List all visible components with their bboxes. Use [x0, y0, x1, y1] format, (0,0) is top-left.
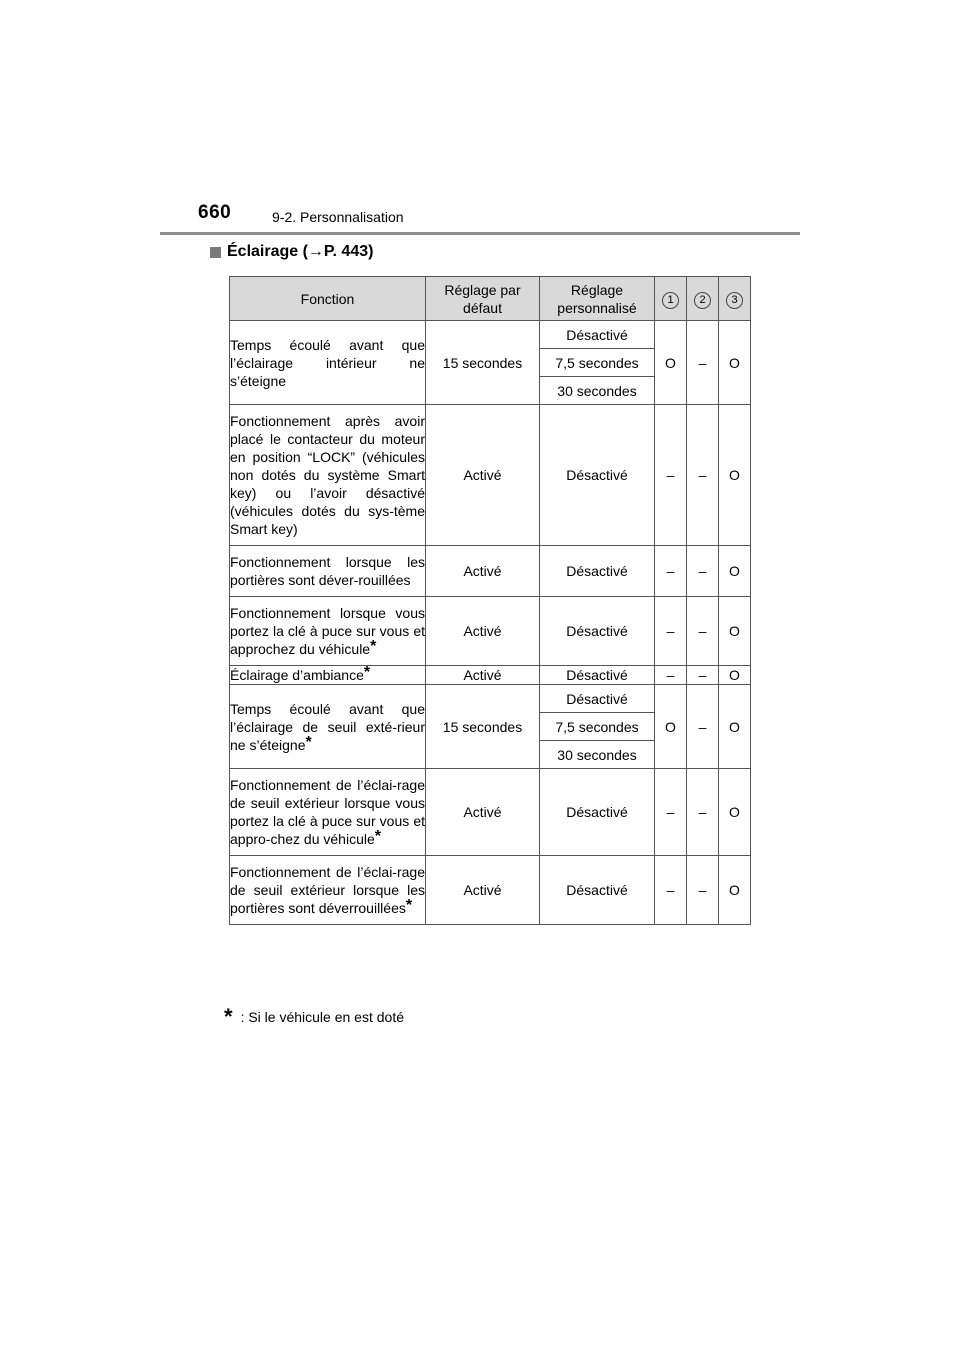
- footnote: [224, 1004, 404, 1030]
- function-cell: [230, 666, 426, 685]
- default-cell: Activé: [426, 666, 540, 685]
- default-cell: Activé: [426, 405, 540, 546]
- table-row: [230, 546, 751, 597]
- function-cell: [230, 546, 426, 597]
- col2-cell: –: [687, 321, 719, 405]
- col3-cell: O: [719, 546, 751, 597]
- col3-cell: O: [719, 856, 751, 925]
- col2-cell: –: [687, 856, 719, 925]
- table-row: [230, 597, 751, 666]
- col1-cell: –: [655, 769, 687, 856]
- col3-cell: O: [719, 597, 751, 666]
- custom-cell: Désactivé: [540, 666, 655, 685]
- default-cell: 15 secondes: [426, 685, 540, 769]
- default-cell: Activé: [426, 597, 540, 666]
- col1-cell: –: [655, 666, 687, 685]
- footnote-star-marker: *: [224, 1004, 233, 1029]
- col2-cell: –: [687, 597, 719, 666]
- function-cell: [230, 405, 426, 546]
- default-cell: Activé: [426, 856, 540, 925]
- col3-cell: O: [719, 685, 751, 769]
- custom-cell: 30 secondes: [540, 377, 655, 405]
- custom-cell: Désactivé: [540, 321, 655, 349]
- function-text: Fonctionnement après avoir placé le contacteur du moteur en position “LOCK” (véhicules non dotés du système Smart key) ou l’avoir désactivé (véhicules dotés du sys-tème Smart key): [230, 413, 425, 537]
- table-row: [230, 405, 751, 546]
- col1-cell: –: [655, 546, 687, 597]
- function-text: Fonctionnement de l’éclai-rage de seuil extérieur lorsque vous portez la clé à puce sur vous et appro-chez du véhicule: [230, 777, 425, 847]
- function-cell: [230, 321, 426, 405]
- function-text: Fonctionnement lorsque les portières sont déver-rouillées: [230, 554, 425, 588]
- header-col1: [655, 277, 687, 321]
- custom-cell: Désactivé: [540, 546, 655, 597]
- footnote-star: *: [405, 897, 413, 914]
- col3-cell: O: [719, 769, 751, 856]
- footnote-star: *: [363, 664, 371, 681]
- function-text: Temps écoulé avant que l’éclairage de seuil exté-rieur ne s’éteigne: [230, 700, 425, 753]
- col2-cell: –: [687, 405, 719, 546]
- col1-cell: O: [655, 321, 687, 405]
- function-text: Fonctionnement de l’éclai-rage de seuil extérieur lorsque les portières sont déverrouillées: [230, 864, 425, 916]
- default-cell: Activé: [426, 769, 540, 856]
- header-custom: [540, 277, 655, 321]
- col2-cell: –: [687, 685, 719, 769]
- section-title-text: Éclairage (→P. 443): [227, 243, 374, 260]
- settings-table: [229, 276, 751, 925]
- default-cell: Activé: [426, 546, 540, 597]
- table-row: [230, 321, 751, 349]
- custom-cell: 30 secondes: [540, 741, 655, 769]
- col3-cell: O: [719, 666, 751, 685]
- function-cell: [230, 856, 426, 925]
- circled-1-icon: 1: [662, 292, 679, 309]
- table-row: [230, 769, 751, 856]
- function-cell: [230, 597, 426, 666]
- custom-cell: Désactivé: [540, 769, 655, 856]
- header-default-text: Réglage par défaut: [444, 281, 521, 316]
- table-row: [230, 685, 751, 713]
- table-row: [230, 856, 751, 925]
- col1-cell: –: [655, 405, 687, 546]
- function-text: Fonctionnement lorsque vous portez la clé à puce sur vous et approchez du véhicule: [230, 605, 425, 657]
- custom-cell: Désactivé: [540, 405, 655, 546]
- table-row: [230, 666, 751, 685]
- square-bullet-icon: [210, 247, 221, 258]
- col2-cell: –: [687, 666, 719, 685]
- table-header-row: [230, 277, 751, 321]
- footnote-star: *: [370, 638, 377, 655]
- function-text: Temps écoulé avant que l’éclairage intérieur ne s’éteigne: [230, 336, 425, 389]
- page-number: 660: [198, 202, 232, 223]
- header-col2: [687, 277, 719, 321]
- col2-cell: –: [687, 546, 719, 597]
- header-default: [426, 277, 540, 321]
- custom-cell: Désactivé: [540, 597, 655, 666]
- col2-cell: –: [687, 769, 719, 856]
- col3-cell: O: [719, 321, 751, 405]
- col1-cell: O: [655, 685, 687, 769]
- footnote-star: *: [305, 733, 312, 751]
- footnote-text: : Si le véhicule en est doté: [240, 1009, 404, 1025]
- custom-cell: Désactivé: [540, 685, 655, 713]
- custom-cell: 7,5 secondes: [540, 713, 655, 741]
- circled-3-icon: 3: [726, 292, 743, 309]
- footnote-star: *: [374, 828, 381, 845]
- section-title: [210, 243, 373, 261]
- default-cell: 15 secondes: [426, 321, 540, 405]
- col3-cell: O: [719, 405, 751, 546]
- custom-cell: Désactivé: [540, 856, 655, 925]
- function-text: Éclairage d’ambiance: [230, 667, 364, 683]
- header-function: Fonction: [230, 277, 426, 321]
- col1-cell: –: [655, 856, 687, 925]
- circled-2-icon: 2: [694, 292, 711, 309]
- col1-cell: –: [655, 597, 687, 666]
- chapter-title: 9-2. Personnalisation: [272, 209, 404, 225]
- header-custom-text: Réglage personnalisé: [557, 281, 637, 316]
- function-cell: [230, 685, 426, 769]
- custom-cell: 7,5 secondes: [540, 349, 655, 377]
- header-col3: [719, 277, 751, 321]
- function-cell: [230, 769, 426, 856]
- header-rule: [160, 232, 800, 235]
